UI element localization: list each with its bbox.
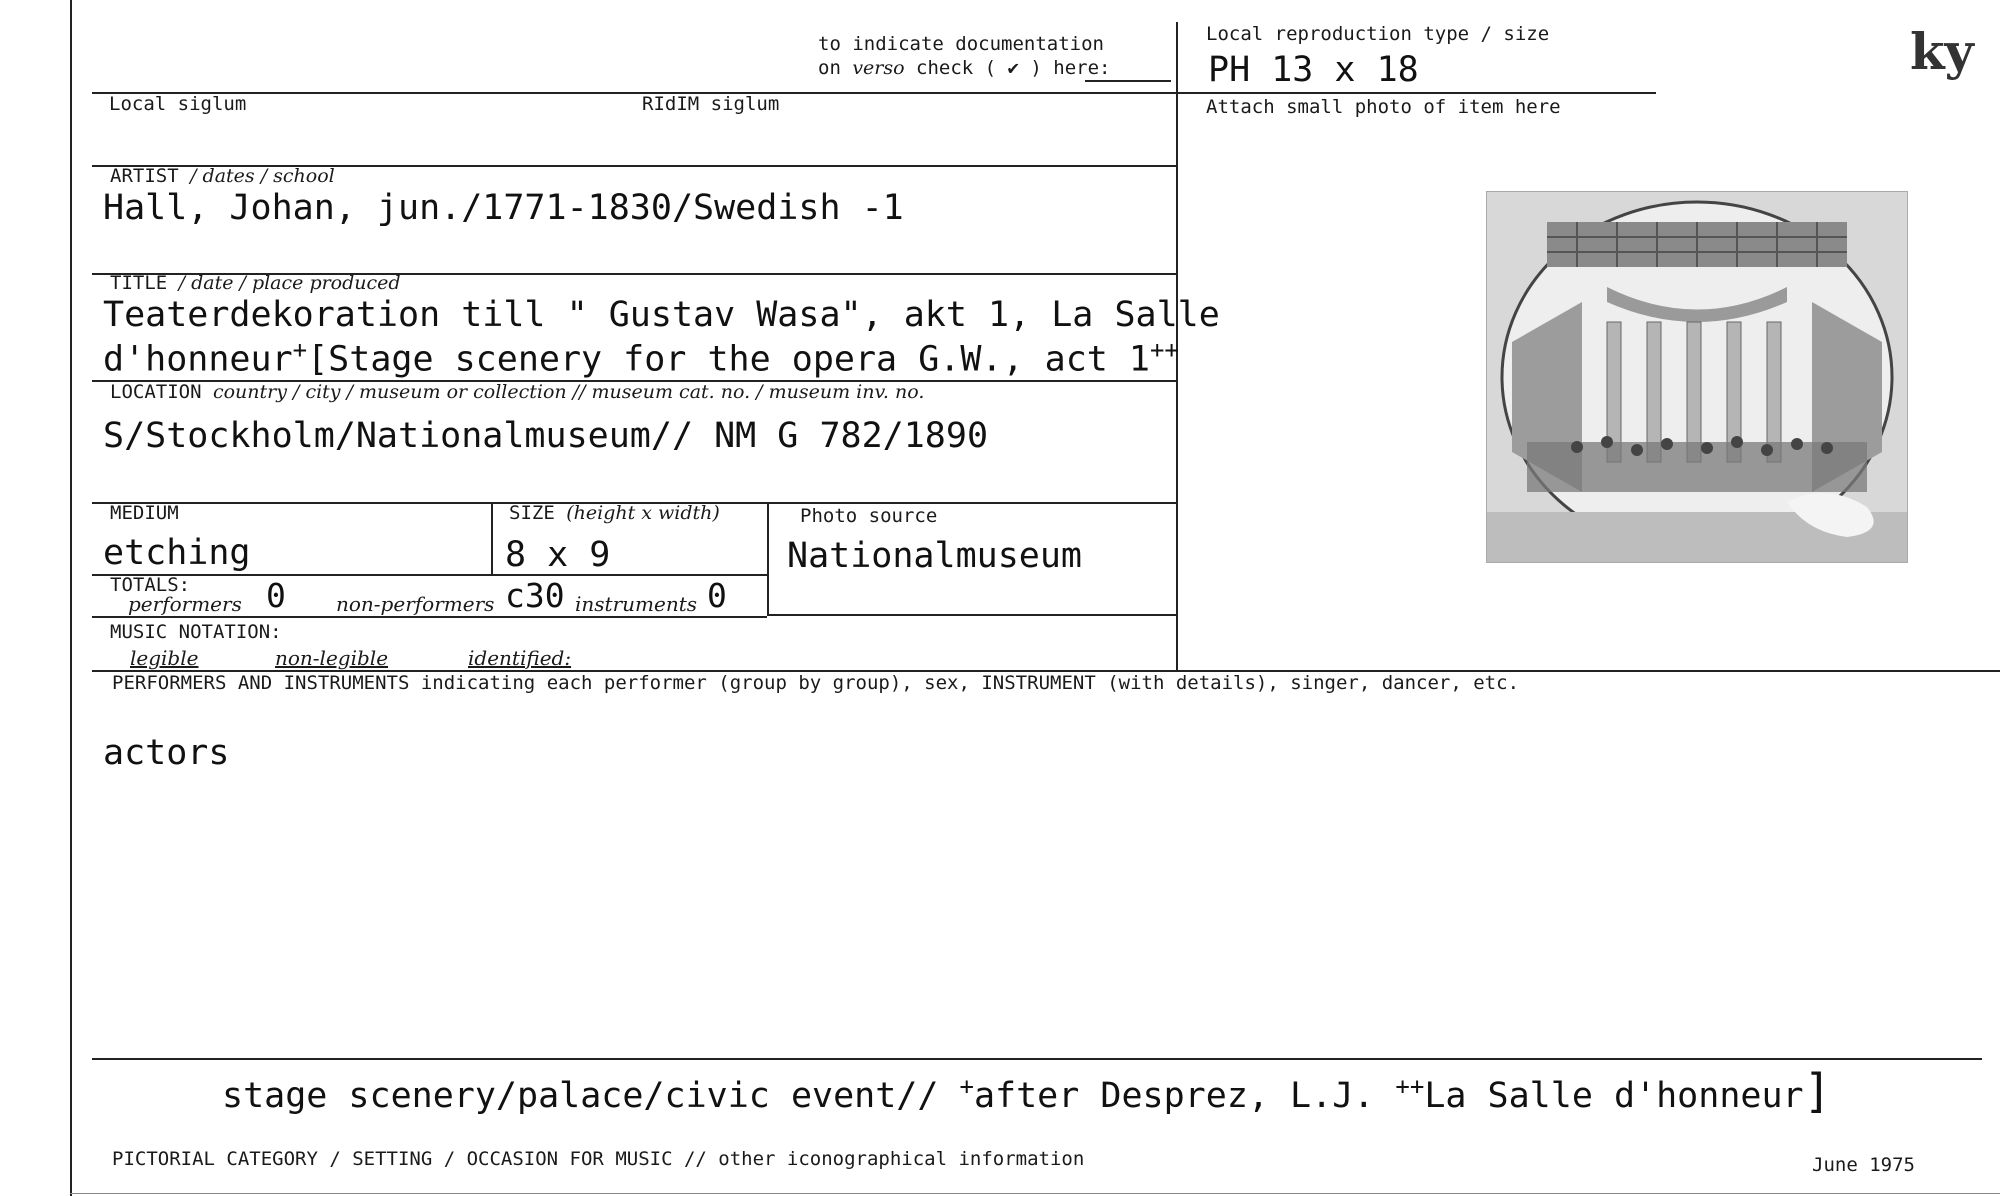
medium-label: MEDIUM [110,502,179,524]
verso-note-line1: to indicate documentation [818,33,1104,55]
totals-label: TOTALS: [110,574,191,596]
photo-source-label: Photo source [800,505,938,527]
rule-siglum [92,92,1176,94]
title-line2: d'honneur+[Stage scenery for the opera G.W., act 1++ [103,336,1179,380]
divider-size-photo [767,502,769,616]
item-photo [1486,191,1908,563]
repro-value: PH 13 x 18 [1208,50,1419,90]
rule-photo-source [767,614,1176,616]
identified-option: identified: [468,646,572,670]
rule-pictorial [92,1058,1982,1060]
artist-label: ARTIST / dates / school [110,165,335,187]
music-notation-label: MUSIC NOTATION: [110,621,282,643]
ridim-siglum-label: RIdIM siglum [642,93,780,115]
verso-note-line2: on verso check ( ✔ ) here: [818,57,1111,79]
photo-source-value: Nationalmuseum [787,536,1083,576]
title-line1: Teaterdekoration till " Gustav Wasa", akt 1, La Salle [103,295,1220,335]
instruments-label: instruments [575,592,698,616]
card-date: June 1975 [1812,1154,1915,1176]
pictorial-label: PICTORIAL CATEGORY / SETTING / OCCASION FOR MUSIC // other iconographical information [112,1148,1085,1170]
local-siglum-label: Local siglum [109,93,247,115]
medium-value: etching [103,533,251,573]
size-value: 8 x 9 [505,535,611,575]
card-bottom-edge [70,1193,2000,1194]
title-label: TITLE / date / place produced [110,272,401,294]
repro-label: Local reproduction type / size [1206,23,1550,45]
size-label: SIZE (height x width) [509,502,720,524]
check-icon: ✔ [1007,57,1019,79]
non-performers-value: c30 [505,576,565,615]
instruments-value: 0 [707,576,727,615]
performers-label: performers [128,592,242,616]
non-legible-option: non-legible [275,646,389,670]
location-label: LOCATION country / city / museum or collection // museum cat. no. / museum inv. no. [110,381,925,403]
performers-value: 0 [266,576,286,615]
divider-medium-size [491,502,493,574]
verso-check-blank [1085,80,1171,82]
attach-photo-label: Attach small photo of item here [1206,96,1561,118]
rule-repro [1176,92,1656,94]
card-left-edge [70,0,72,1196]
rule-totals-bottom [92,616,767,618]
location-value: S/Stockholm/Nationalmuseum// NM G 782/1890 [103,416,989,456]
legible-option: legible [130,646,199,670]
handwritten-mark: ky [1910,22,1974,81]
non-performers-label: non-performers [336,592,495,616]
pictorial-value: stage scenery/palace/civic event// +after Desprez, L.J. ++La Salle d'honneur] [222,1064,1832,1118]
performers-instruments-label: PERFORMERS AND INSTRUMENTS indicating each performer (group by group), sex, INSTRUMENT (with details), singer, dancer, etc. [112,672,1520,694]
stage-scenery-etching [1487,192,1907,562]
artist-value: Hall, Johan, jun./1771-1830/Swedish -1 [103,188,904,228]
rule-totals [92,574,767,576]
performers-instruments-value: actors [103,733,230,773]
